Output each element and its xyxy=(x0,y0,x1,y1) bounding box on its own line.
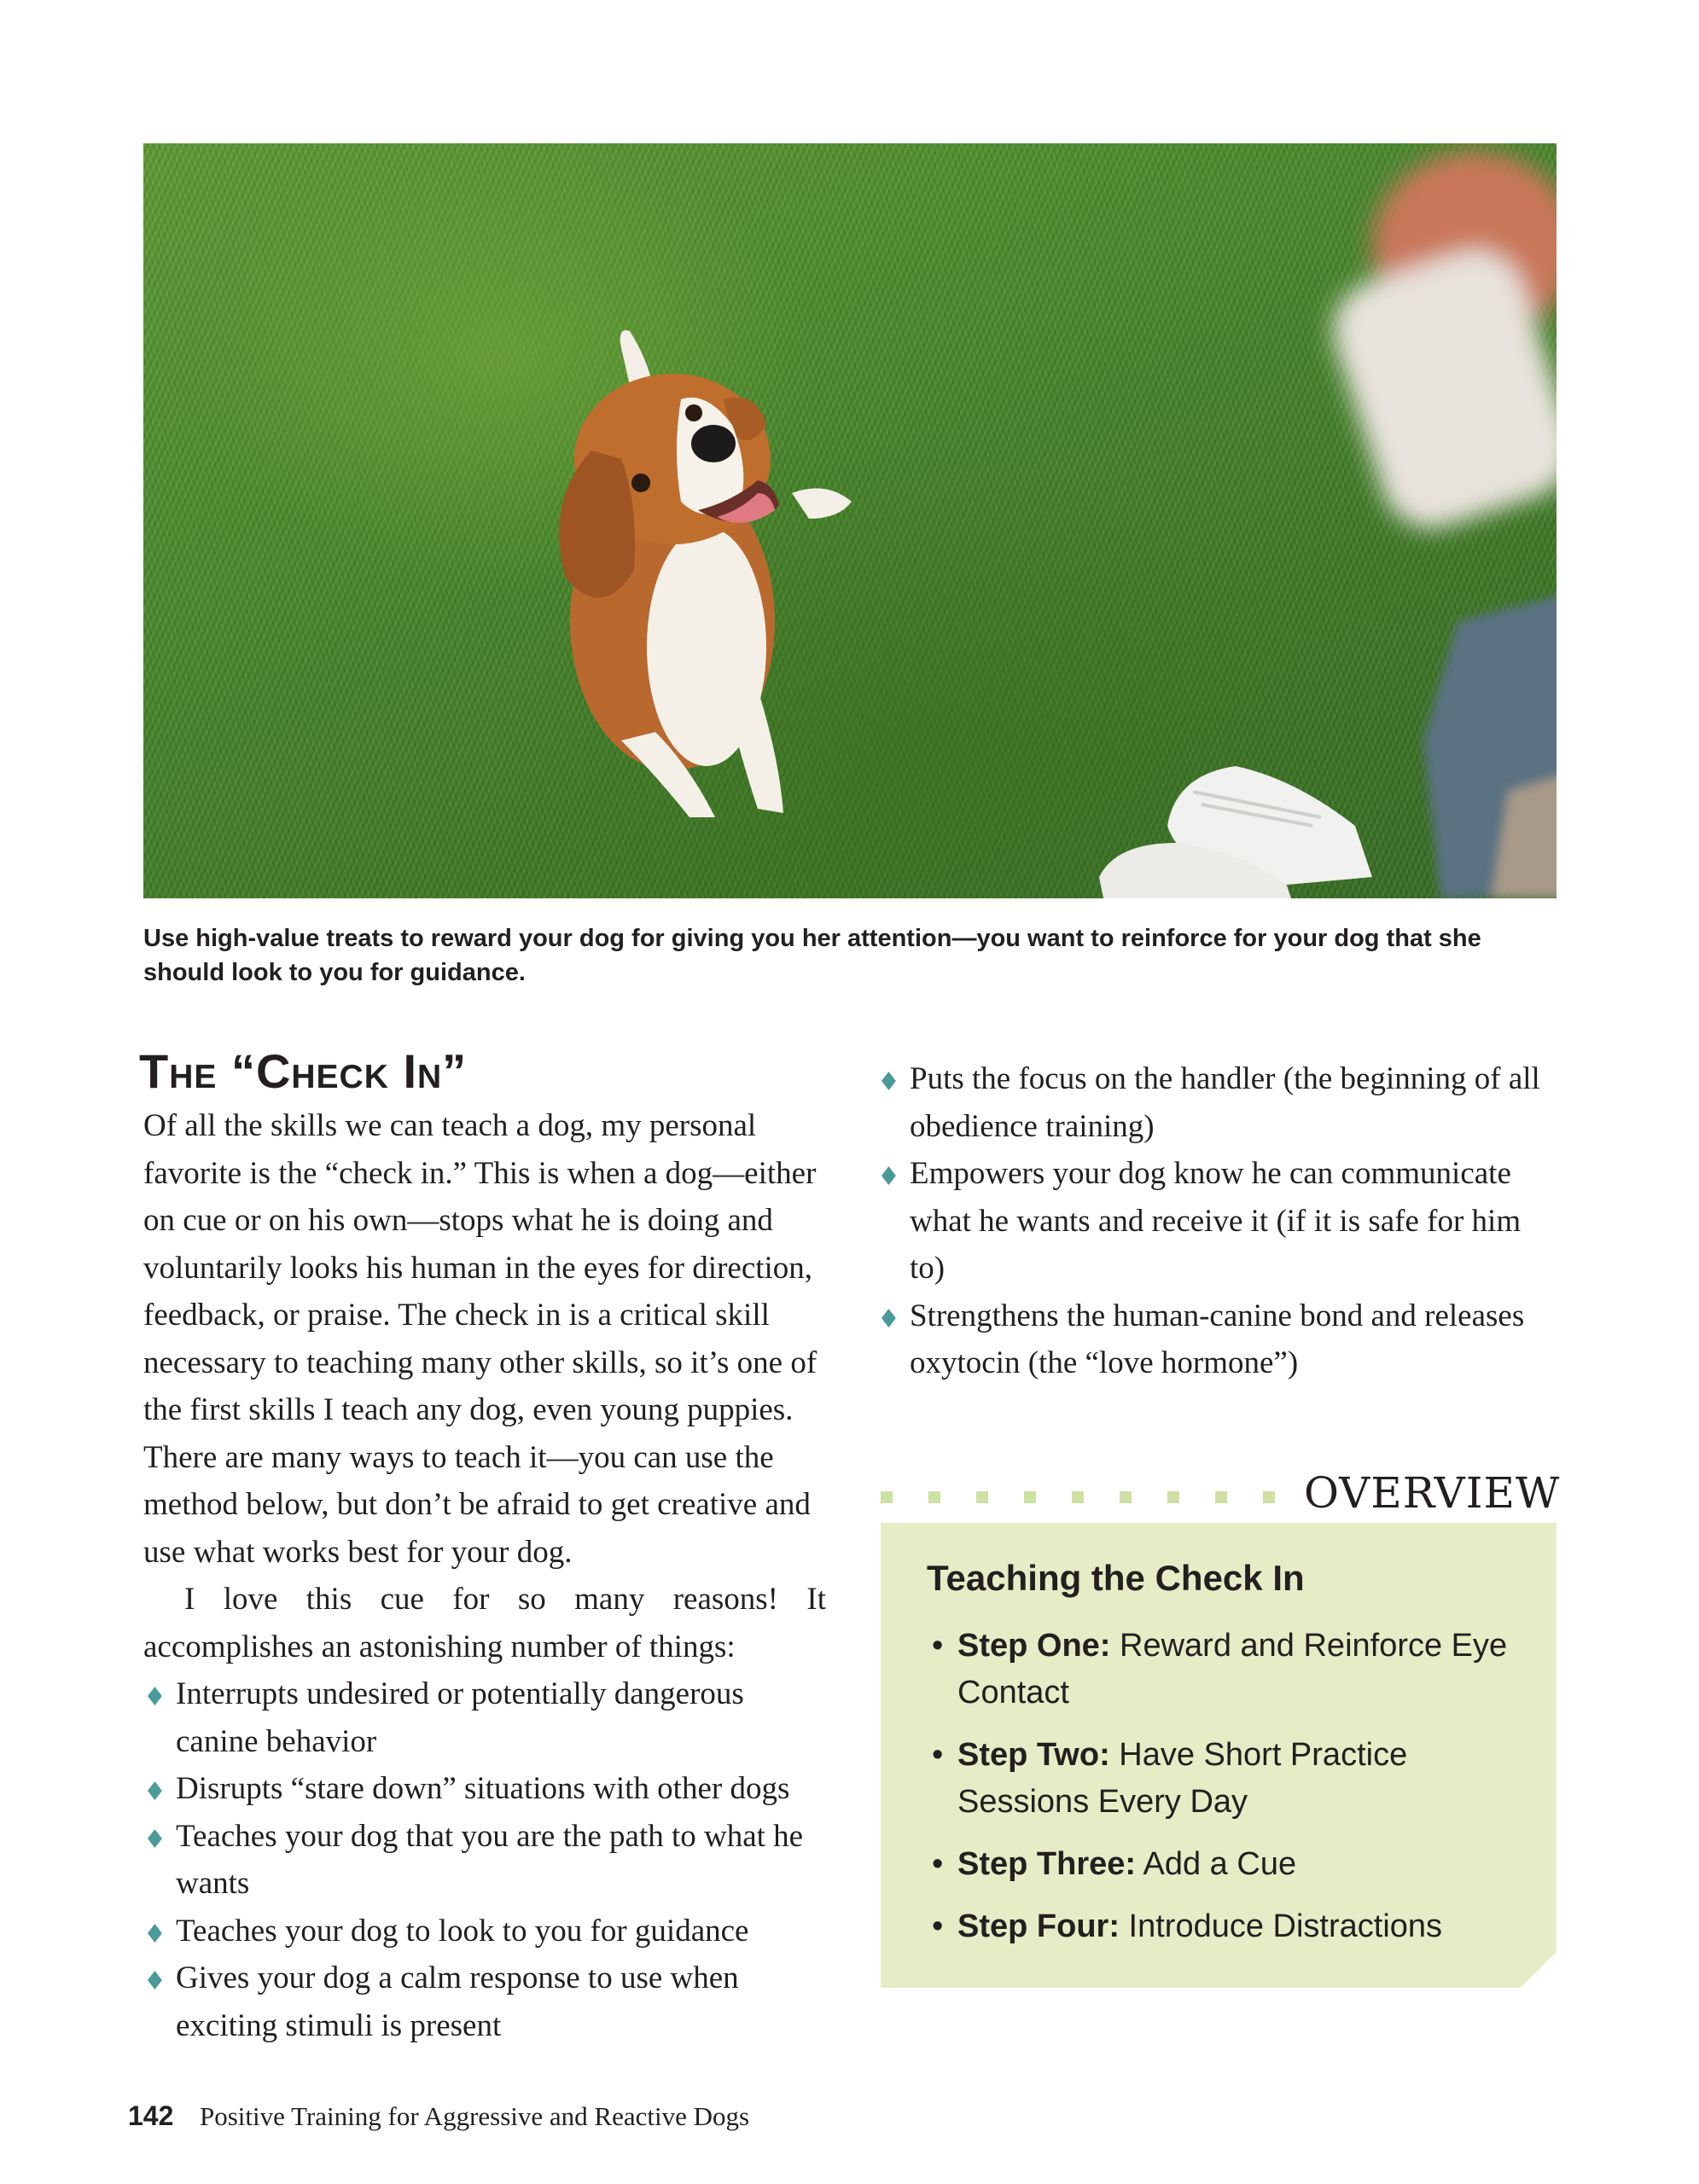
step-label: Step Two: xyxy=(957,1737,1110,1773)
step-item xyxy=(932,1841,1529,1888)
person-leg xyxy=(1423,587,1556,898)
dog xyxy=(559,330,852,817)
diamond-bullet-icon: ♦ xyxy=(143,1966,166,1996)
overview-dot-rule xyxy=(881,1491,1275,1503)
bullet-dot-icon: • xyxy=(932,1908,944,1944)
section-heading: The “Check In” xyxy=(139,1044,468,1098)
diamond-bullet-icon: ♦ xyxy=(143,1682,166,1712)
benefits-list-right xyxy=(877,1055,1560,1387)
step-label: Step Three: xyxy=(957,1846,1137,1882)
intro-paragraph: Of all the skills we can teach a dog, my personal favorite is the “check in.” This is when a dog—either on cue or on his own—stops what he is doing and voluntarily looks his human in the eyes for direction, feedback, or praise. The check in is a critical skill necessary to teaching many other skills, so it’s one of the first skills I teach any dog, even young puppies. There are many ways to teach it—you can use the method below, but don’t be afraid to get creative and use what works best for your dog. xyxy=(143,1108,817,1570)
overview-title: Teaching the Check In xyxy=(927,1558,1305,1598)
diamond-bullet-icon: ♦ xyxy=(143,1824,166,1855)
step-text: Add a Cue xyxy=(1143,1846,1297,1882)
photo-caption: Use high-value treats to reward your dog for giving you her attention—you want to reinforce for your dog that she should look to you for guidance. xyxy=(143,925,1481,986)
list-item: ♦ Teaches your dog to look to you for guidance xyxy=(143,1908,826,1955)
bullet-dot-icon: • xyxy=(932,1846,944,1882)
sneakers xyxy=(1099,766,1372,898)
diamond-bullet-icon: ♦ xyxy=(143,1919,166,1949)
list-item: ♦ Strengthens the human-canine bond and releases oxytocin (the “love hormone”) xyxy=(877,1292,1560,1387)
photo-illustration xyxy=(143,143,1556,898)
bullet-dot-icon: • xyxy=(932,1737,944,1773)
list-item: ♦ Gives your dog a calm response to use when exciting stimuli is present xyxy=(143,1955,826,2049)
list-item: ♦ Empowers your dog know he can communicate what he wants and receive it (if it is safe for him to) xyxy=(877,1150,1560,1292)
diamond-bullet-icon: ♦ xyxy=(877,1162,900,1192)
intro-text-block xyxy=(143,1102,826,1670)
person-blur xyxy=(1320,152,1556,542)
running-title: Positive Training for Aggressive and Reactive Dogs xyxy=(200,2101,750,2131)
benefits-list-left xyxy=(143,1670,826,2049)
overview-label: OVERVIEW xyxy=(1304,1468,1561,1518)
step-label: Step Four: xyxy=(957,1908,1120,1944)
diamond-bullet-icon: ♦ xyxy=(877,1067,900,1097)
list-item: ♦ Interrupts undesired or potentially dangerous canine behavior xyxy=(143,1670,826,1765)
step-item xyxy=(932,1623,1529,1716)
step-text: Reward and Reinforce Eye Contact xyxy=(957,1628,1508,1711)
step-text: Introduce Distractions xyxy=(1128,1908,1443,1944)
diamond-bullet-icon: ♦ xyxy=(143,1777,166,1807)
lead-paragraph: I love this cue for so many reasons! It accomplishes an astonishing number of things: xyxy=(143,1582,826,1664)
list-item: ♦ Puts the focus on the handler (the beginning of all obedience training) xyxy=(877,1055,1560,1150)
bullet-dot-icon: • xyxy=(932,1628,944,1664)
list-item: ♦ Disrupts “stare down” situations with other dogs xyxy=(143,1765,826,1813)
step-label: Step One: xyxy=(957,1628,1111,1664)
list-item: ♦ Teaches your dog that you are the path to what he wants xyxy=(143,1813,826,1908)
dog-photo xyxy=(143,143,1556,898)
step-text: Have Short Practice Sessions Every Day xyxy=(957,1737,1408,1820)
overview-steps xyxy=(932,1623,1529,1966)
step-item xyxy=(932,1903,1529,1950)
diamond-bullet-icon: ♦ xyxy=(877,1304,900,1334)
page-number: 142 xyxy=(128,2100,174,2131)
step-item xyxy=(932,1732,1529,1826)
